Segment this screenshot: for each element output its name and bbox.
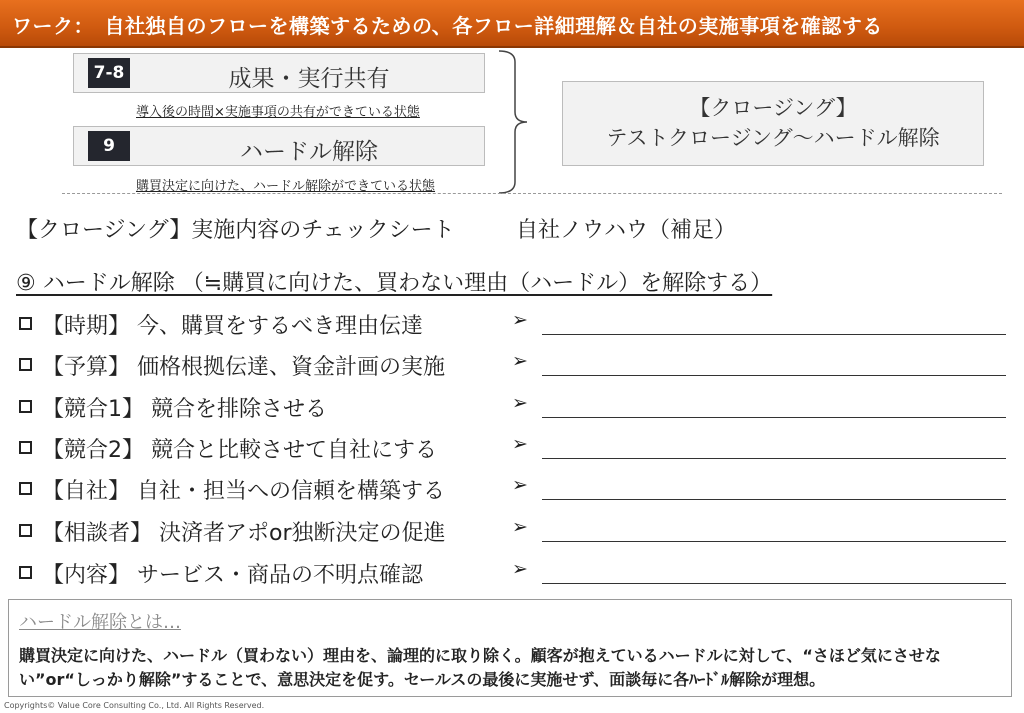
checklist-item xyxy=(16,512,1016,552)
answer-field[interactable] xyxy=(542,375,1006,376)
closing-heading: 【クロージング】 xyxy=(689,96,857,120)
checklist-item xyxy=(16,346,1016,386)
section-divider xyxy=(62,193,1002,194)
closing-subheading: テストクロージング～ハードル解除 xyxy=(606,126,940,150)
answer-field[interactable] xyxy=(542,541,1006,542)
step-title: ハードル解除 xyxy=(240,139,378,165)
checklist-label: 【内容】 サービス・商品の不明点確認 xyxy=(42,563,423,588)
step-subtitle: 購買決定に向けた、ハードル解除ができている状態 xyxy=(136,179,436,194)
checklist-label: 【時期】 今、購買をするべき理由伝達 xyxy=(42,314,423,339)
step-box-9 xyxy=(73,126,485,166)
checklist-item xyxy=(16,470,1016,510)
arrow-icon: ➢ xyxy=(512,392,528,414)
knowhow-title: 自社ノウハウ（補足） xyxy=(516,218,737,243)
checkbox[interactable] xyxy=(19,358,32,371)
checklist-label: 【相談者】 決済者アポor独断決定の促進 xyxy=(42,521,446,546)
note-body: 購買決定に向けた、ハードル（買わない）理由を、論理的に取り除く。顧客が抱えているハードルに対して、“さほど気にさせない”or“しっかり解除”することで、意思決定を促す。セールスの最後に実施せず、面談毎に各ﾊｰﾄﾞﾙ解除が理想。 xyxy=(19,646,941,689)
checklist-item xyxy=(16,305,1016,345)
answer-field[interactable] xyxy=(542,334,1006,335)
note-title: ハードル解除とは… xyxy=(19,612,181,633)
checkbox[interactable] xyxy=(19,482,32,495)
arrow-icon: ➢ xyxy=(512,433,528,455)
section-heading: ⑨ ハードル解除 （≒購買に向けた、買わない理由（ハードル）を解除する） xyxy=(16,271,773,296)
answer-field[interactable] xyxy=(542,417,1006,418)
checkbox[interactable] xyxy=(19,317,32,330)
arrow-icon: ➢ xyxy=(512,309,528,331)
checkbox[interactable] xyxy=(19,566,32,579)
arrow-icon: ➢ xyxy=(512,474,528,496)
definition-note-box xyxy=(8,599,1012,697)
checkbox[interactable] xyxy=(19,524,32,537)
checklist-item xyxy=(16,429,1016,469)
answer-field[interactable] xyxy=(542,499,1006,500)
step-box-7-8 xyxy=(73,53,485,93)
closing-summary-box xyxy=(562,81,984,166)
arrow-icon: ➢ xyxy=(512,350,528,372)
answer-field[interactable] xyxy=(542,583,1006,584)
checksheet-title: 【クロージング】実施内容のチェックシート xyxy=(16,218,455,243)
checklist-item xyxy=(16,388,1016,428)
copyright-text: Copyrights© Value Core Consulting Co., Ltd. All Rights Reserved. xyxy=(4,701,265,710)
checklist-label: 【自社】 自社・担当への信頼を構築する xyxy=(42,479,445,504)
checklist-item xyxy=(16,554,1016,594)
checkbox[interactable] xyxy=(19,400,32,413)
step-number: 9 xyxy=(88,131,130,161)
header-bar xyxy=(0,0,1024,48)
page-title: ワーク： 自社独自のフローを構築するための、各フロー詳細理解＆自社の実施事項を確認する xyxy=(12,14,883,38)
answer-field[interactable] xyxy=(542,458,1006,459)
step-subtitle: 導入後の時間×実施事項の共有ができている状態 xyxy=(136,105,420,120)
checklist-label: 【予算】 価格根拠伝達、資金計画の実施 xyxy=(42,355,445,380)
checklist-label: 【競合1】 競合を排除させる xyxy=(42,397,327,422)
checkbox[interactable] xyxy=(19,441,32,454)
arrow-icon: ➢ xyxy=(512,558,528,580)
checklist-label: 【競合2】 競合と比較させて自社にする xyxy=(42,438,437,463)
right-bracket xyxy=(497,50,537,194)
step-number: 7-8 xyxy=(88,58,130,88)
step-title: 成果・実行共有 xyxy=(228,66,390,92)
arrow-icon: ➢ xyxy=(512,516,528,538)
